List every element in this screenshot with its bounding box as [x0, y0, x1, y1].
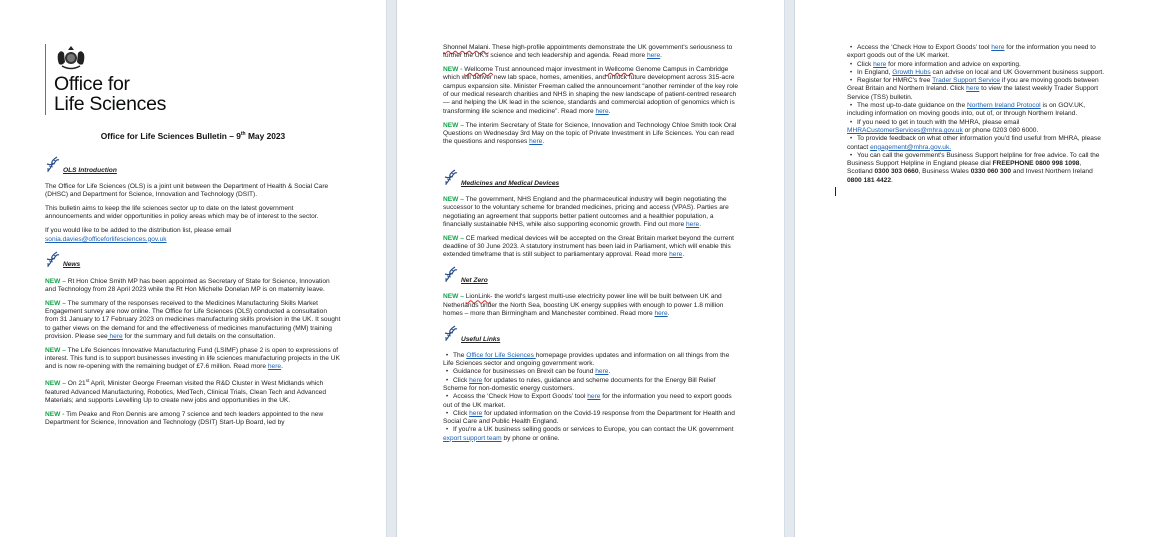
list-item: • Access the ‘Check How to Export Goods’ tool here for the information you need to export goods out of the UK market.	[443, 393, 739, 410]
export-support-team-link[interactable]: export support team	[443, 434, 502, 442]
growth-hubs-link[interactable]: Growth Hubs	[892, 68, 931, 76]
list-item: • Access the ‘Check How to Export Goods’ tool here for the information you need to export goods out of the UK market.	[847, 44, 1105, 61]
page-gap	[784, 0, 794, 537]
dna-icon	[443, 265, 459, 283]
news-item: NEW – The summary of the responses received to the Medicines Manufacturing Skills Market Engagement survey are now online. The Office for Life Sciences (OLS) conducted a consultation from 31 January to 17 February 2023 on medicines manufacturing skills provision in the UK. It sought to gather views on the demand for and the effectiveness of medicines manufacturing (MM) training provision. Please see here for the summary and full details on the consultation.	[45, 299, 341, 340]
new-tag: NEW -	[443, 66, 463, 74]
section-heading-useful-links	[443, 324, 739, 346]
news-item: NEW – The interim Secretary of State for Science, Innovation and Technology Chloe Smith took Oral Questions on Wednesday 3rd May on the topic of Private Investment in Life Sciences. You can read the questions and responses here.	[443, 121, 737, 146]
net-zero-item: NEW – LionLink- the world's largest multi-use electricity power line will be built between UK and Netherlands under the North Sea, boosting UK energy supplies with enough to power 1.8 million homes – more than Birmingham and Manchester combined. Read more here.	[443, 293, 724, 317]
list-item: • To provide feedback on what other information you'd find useful from MHRA, please contact engagement@mhra.gov.uk.	[847, 135, 1105, 152]
text-cursor	[835, 187, 836, 196]
list-item: • You can call the government's Business Support helpline for free advice. To call the Business Support Helpline in England please dial FREEPHONE 0800 998 1098, Scotland 0300 303 0660, Business Wales 0330 060 300 and Invest Northern Ireland 0800 181 4422.	[847, 152, 1105, 185]
news-item: NEW - Tim Peake and Ron Dennis are among 7 science and tech leaders appointed to the new Department for Science, Innovation and Technology (DSIT) Start-Up Board, led by	[45, 410, 324, 427]
here-link[interactable]: here	[595, 107, 609, 115]
royal-crest-icon	[54, 44, 88, 72]
list-item: • Click here for updated information on the Covid-19 response from the Department for Health and Social Care and Public Health England.	[443, 410, 739, 427]
new-tag: NEW -	[45, 410, 65, 418]
new-tag: NEW –	[443, 234, 464, 242]
useful-links-list-continued	[847, 44, 1105, 185]
here-link[interactable]: here	[587, 393, 601, 401]
medicines-item: NEW – CE marked medical devices will be accepted on the Great Britain market beyond the current deadline of 30 June 2023. A statutory instrument has been laid in Parliament, which will enable this extended timeframe that is still subject to parliamentary approval. Read more here.	[443, 234, 734, 259]
useful-links-list	[443, 352, 739, 443]
here-link[interactable]: here	[966, 85, 980, 93]
list-item: • Guidance for businesses on Brexit can be found here.	[443, 368, 739, 376]
list-item: • Register for HMRC's free Trader Support Service if you are moving goods between Great Britain and Northern Ireland. Click here to view the latest weekly Trader Support Service (TSS) bulletin.	[847, 77, 1105, 102]
here-link[interactable]: here	[469, 409, 483, 417]
list-item: • In England, Growth Hubs can advise on local and UK Government business support.	[847, 69, 1105, 77]
list-item: • Click here for more information and advice on exporting.	[847, 61, 1105, 69]
section-heading-news	[45, 250, 341, 272]
document-page-2	[396, 0, 784, 537]
dna-icon	[45, 155, 61, 173]
distribution-email-link[interactable]: sonia.davies@officeforlifesciences.gov.uk	[45, 235, 167, 243]
logo-line-1: Office for	[54, 73, 130, 95]
new-tag: NEW –	[443, 293, 464, 301]
list-item: • The Office for Life Sciences homepage provides updates and information on all things from the Life Sciences sector and ongoing government work.	[443, 352, 739, 369]
new-tag: NEW –	[45, 346, 66, 354]
ols-logo	[45, 44, 166, 115]
document-title: Office for Life Sciences Bulletin – 9th May 2023	[100, 131, 286, 141]
here-link[interactable]: here	[107, 332, 123, 340]
news-item-continued: Shonnel Malani. These high-profile appointments demonstrate the UK government's seriousness to further the UK's science and tech leadership and agenda. Read more here.	[443, 44, 733, 60]
mhra-email-link[interactable]: MHRACustomerServices@mhra.gov.uk	[847, 126, 963, 134]
here-link[interactable]: here	[595, 368, 609, 376]
section-heading-label: Useful Links	[461, 335, 501, 343]
section-heading-intro	[45, 155, 341, 177]
northern-ireland-protocol-link[interactable]: Northern Ireland Protocol	[966, 102, 1041, 110]
news-item: NEW – The Life Sciences Innovative Manufacturing Fund (LSIMF) phase 2 is open to expressions of interest. This fund is to support businesses investing in life sciences manufacturing projects in the UK and is now re-opening with the remaining budget of £7.6 million. Read more here.	[45, 346, 340, 371]
here-link[interactable]: here	[267, 363, 282, 371]
new-tag: NEW –	[45, 380, 66, 388]
intro-paragraph-1: The Office for Life Sciences (OLS) is a joint unit between the Department of Health & Social Care (DHSC) and Department for Science, Innovation and Technology (DSIT).	[45, 183, 329, 199]
new-tag: NEW –	[45, 299, 66, 307]
dna-icon	[443, 324, 459, 342]
here-link[interactable]: here	[654, 309, 668, 317]
news-item: NEW – Rt Hon Chloe Smith MP has been appointed as Secretary of State for Science, Innovation and Technology from 28 April 2023 while the Rt Hon Michelle Donelan MP is on maternity leave.	[45, 277, 330, 293]
page-2-content	[443, 44, 739, 443]
new-tag: NEW –	[443, 196, 464, 204]
list-item: • Click here for updates to rules, guidance and scheme documents for the Energy Bill Relief Scheme for non-domestic energy customers.	[443, 377, 739, 394]
here-link[interactable]: here	[991, 44, 1005, 51]
trader-support-service-link[interactable]: Trader Support Service	[932, 77, 1001, 85]
news-item: NEW – On 21st April, Minister George Freeman visited the R&D Cluster in West Midlands which featured Advanced Manufacturing, Robotics, MedTech, Clinical Trials, Clean Tech and Advanced Materials; and supports Levelling Up to create new jobs and opportunities in the UK.	[45, 378, 327, 405]
section-heading-medicines	[443, 168, 739, 190]
new-tag: NEW –	[45, 277, 66, 285]
medicines-item: NEW – The government, NHS England and the pharmaceutical industry will begin negotiating the successor to the voluntary scheme for branded medicines, pricing and access (VPAS). Parties are negotiating an agreement that supports better patient outcomes and a healthier population, a financially sustainable NHS, while also supporting economic growth. Find out more here.	[443, 196, 729, 228]
intro-paragraph-2: This bulletin aims to keep the life sciences sector up to date on the latest government announcements and wider opportunities in policy areas which may be of interest to the sector.	[45, 205, 319, 221]
new-tag: NEW –	[443, 121, 464, 129]
here-link[interactable]: here	[646, 52, 661, 60]
page-1-content	[45, 153, 341, 433]
here-link[interactable]: here	[873, 60, 887, 68]
list-item: • If you're a UK business selling goods or services to Europe, you can contact the UK government export support team by phone or online.	[443, 426, 739, 443]
engagement-email-link[interactable]: engagement@mhra.gov.uk.	[870, 143, 952, 151]
here-link[interactable]: here	[669, 251, 683, 259]
dna-icon	[443, 168, 459, 186]
list-item: • If you need to get in touch with the MHRA, please email MHRACustomerServices@mhra.gov.uk or phone 0203 080 6000.	[847, 119, 1105, 136]
here-link[interactable]: here	[686, 220, 700, 228]
section-heading-label: OLS Introduction	[63, 166, 117, 174]
list-item: • The most up-to-date guidance on the Northern Ireland Protocol is on GOV.UK, including information on moving goods into, out of, or through Northern Ireland.	[847, 102, 1105, 119]
ols-homepage-link[interactable]: Office for Life Sciences	[466, 351, 536, 359]
document-page-1	[0, 0, 386, 537]
page-gap	[386, 0, 396, 537]
page-3-content	[847, 44, 1105, 196]
logo-line-2: Life Sciences	[54, 93, 167, 115]
section-heading-label: Medicines and Medical Devices	[461, 179, 560, 187]
dna-icon	[45, 250, 61, 268]
document-page-3	[794, 0, 1150, 537]
here-link[interactable]: here	[469, 376, 483, 384]
here-link[interactable]: here	[529, 138, 543, 146]
news-item: NEW - Wellcome Trust announced major investment in Wellcome Genome Campus in Cambridge which will deliver new lab space, homes, amenities, and unlock future development across 315-acre campus expansion site. Minister Freeman called the announcement “another reminder of the key role of our medical research charities and NHS in shaping the new landscape of patient-centred research — and helping the UK lead in the science, standards and commercial adoption of genomics which is transforming life science and medicine”. Read more here.	[443, 66, 739, 115]
intro-paragraph-3: If you would like to be added to the distribution list, please email sonia.davies@officeforlifesciences.gov.uk	[45, 227, 232, 243]
section-heading-label: Net Zero	[461, 277, 488, 285]
section-heading-label: News	[63, 261, 81, 269]
section-heading-net-zero	[443, 265, 739, 287]
